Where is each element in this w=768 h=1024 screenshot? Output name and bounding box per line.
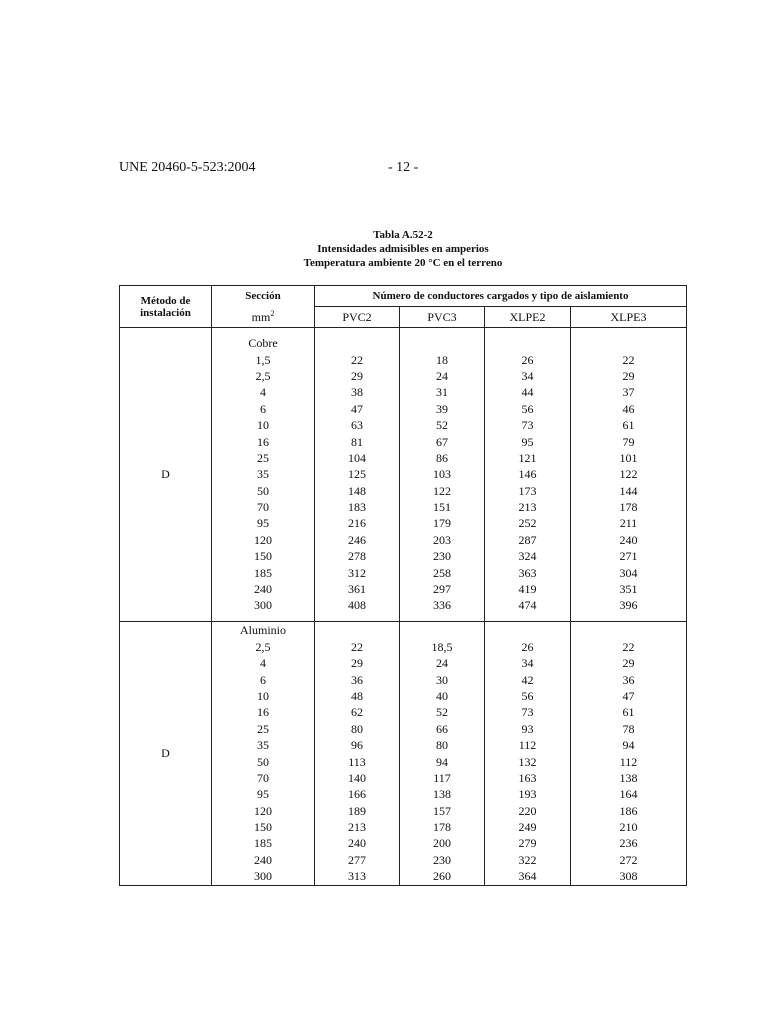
table-cell: 125 xyxy=(348,467,366,482)
table-cell: 203 xyxy=(433,532,451,547)
header-type-pvc2: PVC2 xyxy=(315,307,400,328)
table-cell: 287 xyxy=(518,532,537,547)
table-cell: 312 xyxy=(348,565,366,580)
table-cell: 120 xyxy=(254,532,272,547)
table-cell: 146 xyxy=(518,467,537,482)
table-cell: 300 xyxy=(254,869,272,884)
table-cell: 148 xyxy=(348,483,366,498)
table-cell: 278 xyxy=(348,549,366,564)
unit-text: mm xyxy=(251,309,271,324)
table-cell: 10 xyxy=(257,688,269,703)
table-cell: 56 xyxy=(521,688,534,703)
table-condition: Temperatura ambiente 20 °C en el terreno xyxy=(303,257,503,269)
table-cell: 24 xyxy=(436,368,448,383)
table-cell: 164 xyxy=(619,787,638,802)
table-cell: 56 xyxy=(521,401,534,416)
table-cell: 94 xyxy=(622,738,635,753)
table-cell: 25 xyxy=(257,721,269,736)
table-cell: 78 xyxy=(622,721,635,736)
table-cell: 86 xyxy=(436,450,448,465)
table-cell: 31 xyxy=(436,385,448,400)
table-cell: 122 xyxy=(619,467,638,482)
table-cell: 4 xyxy=(260,385,266,400)
table-cell: 50 xyxy=(257,754,269,769)
table-cell: 26 xyxy=(521,639,534,654)
header-type-xlpe2: XLPE2 xyxy=(485,307,571,328)
table-cell: 252 xyxy=(518,516,537,531)
table-cell: 34 xyxy=(521,656,534,671)
table-cell: 22 xyxy=(351,352,363,367)
table-cell: 93 xyxy=(521,721,534,736)
xlpe3-list xyxy=(571,622,687,886)
table-cell: 185 xyxy=(254,565,272,580)
table-cell: 200 xyxy=(433,836,451,851)
table-cell: 61 xyxy=(622,705,635,720)
table-cell: 216 xyxy=(348,516,366,531)
table-cell: 300 xyxy=(254,598,272,613)
table-cell: 73 xyxy=(521,418,534,433)
table-cell: 279 xyxy=(518,836,537,851)
table-cell: 240 xyxy=(254,582,272,597)
table-cell: 474 xyxy=(518,598,537,613)
table-cell: 113 xyxy=(348,754,366,769)
table-cell: 63 xyxy=(351,418,363,433)
table-cell: 10 xyxy=(257,418,269,433)
table-cell: 18 xyxy=(436,352,448,367)
table-cell: 26 xyxy=(521,352,534,367)
table-cell: 336 xyxy=(433,598,451,613)
table-cell: 246 xyxy=(348,532,366,547)
table-cell: 144 xyxy=(619,483,638,498)
table-cell: 4 xyxy=(260,656,266,671)
table-cell: 50 xyxy=(257,483,269,498)
page-number: - 12 - xyxy=(388,160,419,175)
table-cell: 2,5 xyxy=(255,368,271,383)
table-cell: 313 xyxy=(348,869,366,884)
table-cell: 70 xyxy=(257,500,269,515)
table-cell: 351 xyxy=(619,582,638,597)
table-cell: 117 xyxy=(433,770,451,785)
pvc3-list xyxy=(400,328,485,622)
table-cell: 419 xyxy=(518,582,537,597)
table-cell: 16 xyxy=(257,705,269,720)
table-cell: 249 xyxy=(518,820,537,835)
table-cell: 132 xyxy=(518,754,537,769)
table-cell: 22 xyxy=(622,352,635,367)
table-cell: 52 xyxy=(436,705,448,720)
header-section-unit xyxy=(212,307,315,328)
table-cell: 178 xyxy=(619,500,638,515)
section-list xyxy=(212,622,315,886)
header-type-pvc3: PVC3 xyxy=(400,307,485,328)
table-cell: 396 xyxy=(619,598,638,613)
table-cell: 38 xyxy=(351,385,363,400)
table-cell: 95 xyxy=(257,787,269,802)
table-cell: 297 xyxy=(433,582,451,597)
table-cell: 29 xyxy=(351,368,363,383)
table-cell: 173 xyxy=(518,483,537,498)
block-aluminium xyxy=(120,622,687,886)
table-cell: 211 xyxy=(619,516,638,531)
table-cell: 277 xyxy=(348,852,366,867)
table-cell: 408 xyxy=(348,598,366,613)
table-cell: 230 xyxy=(433,852,451,867)
table-cell: 138 xyxy=(433,787,451,802)
table-cell: 189 xyxy=(348,803,366,818)
ampacity-table xyxy=(119,285,687,886)
table-cell: 308 xyxy=(619,869,638,884)
table-cell: 80 xyxy=(351,721,363,736)
table-cell: 16 xyxy=(257,434,269,449)
table-cell: 95 xyxy=(521,434,534,449)
header-group: Número de conductores cargados y tipo de aislamiento xyxy=(315,286,687,307)
method-cell: D xyxy=(120,328,212,622)
header-section: Sección xyxy=(212,286,315,307)
table-cell: 81 xyxy=(351,434,363,449)
table-cell: 183 xyxy=(348,500,366,515)
table-cell: 2,5 xyxy=(255,639,271,654)
pvc2-list xyxy=(315,328,400,622)
table-cell: 79 xyxy=(622,434,635,449)
table-cell: 157 xyxy=(433,803,451,818)
table-cell: 271 xyxy=(619,549,638,564)
table-cell: 240 xyxy=(619,532,638,547)
xlpe2-list xyxy=(485,328,571,622)
table-cell: 121 xyxy=(518,450,537,465)
table-cell: 80 xyxy=(436,738,448,753)
unit-exponent: 2 xyxy=(270,308,275,318)
table-cell: 163 xyxy=(518,770,537,785)
table-cell: 185 xyxy=(254,836,272,851)
table-cell: 240 xyxy=(254,852,272,867)
xlpe2-list xyxy=(485,622,571,886)
pvc3-list xyxy=(400,622,485,886)
table-cell: 193 xyxy=(518,787,537,802)
table-cell: 22 xyxy=(351,639,363,654)
table-cell: 67 xyxy=(436,434,448,449)
table-cell: 34 xyxy=(521,368,534,383)
table-cell: 62 xyxy=(351,705,363,720)
table-cell: 104 xyxy=(348,450,366,465)
table-cell: 324 xyxy=(518,549,537,564)
material-label: Aluminio xyxy=(239,623,286,638)
table-cell: 70 xyxy=(257,770,269,785)
table-cell: 96 xyxy=(351,738,363,753)
table-cell: 230 xyxy=(433,549,451,564)
table-cell: 36 xyxy=(351,672,363,687)
method-cell: D xyxy=(120,622,212,886)
table-cell: 42 xyxy=(521,672,534,687)
table-cell: 322 xyxy=(518,852,537,867)
table-cell: 35 xyxy=(257,467,269,482)
table-cell: 361 xyxy=(348,582,366,597)
table-cell: 179 xyxy=(433,516,451,531)
table-cell: 18,5 xyxy=(431,639,453,654)
table-cell: 29 xyxy=(622,368,635,383)
table-cell: 364 xyxy=(518,869,537,884)
table-cell: 52 xyxy=(436,418,448,433)
table-cell: 240 xyxy=(348,836,366,851)
table-cell: 272 xyxy=(619,852,638,867)
table-cell: 94 xyxy=(436,754,448,769)
table-cell: 25 xyxy=(257,450,269,465)
table-cell: 213 xyxy=(348,820,366,835)
table-cell: 122 xyxy=(433,483,451,498)
section-list xyxy=(212,328,315,622)
table-cell: 22 xyxy=(622,639,635,654)
block-copper xyxy=(120,328,687,622)
table-cell: 138 xyxy=(619,770,638,785)
table-cell: 236 xyxy=(619,836,638,851)
table-cell: 186 xyxy=(619,803,638,818)
table-cell: 6 xyxy=(260,401,266,416)
table-cell: 95 xyxy=(257,516,269,531)
table-cell: 150 xyxy=(254,549,272,564)
table-cell: 29 xyxy=(351,656,363,671)
table-cell: 29 xyxy=(622,656,635,671)
table-cell: 220 xyxy=(518,803,537,818)
table-cell: 47 xyxy=(351,401,363,416)
material-label: Cobre xyxy=(248,336,278,351)
table-subtitle: Intensidades admisibles en amperios xyxy=(317,243,489,255)
table-cell: 258 xyxy=(433,565,451,580)
table-cell: 37 xyxy=(622,385,635,400)
xlpe3-list xyxy=(571,328,687,622)
table-cell: 35 xyxy=(257,738,269,753)
table-cell: 120 xyxy=(254,803,272,818)
table-cell: 304 xyxy=(619,565,638,580)
document-id: UNE 20460-5-523:2004 xyxy=(119,160,256,175)
table-cell: 44 xyxy=(521,385,534,400)
table-cell: 101 xyxy=(619,450,638,465)
table-cell: 112 xyxy=(518,738,537,753)
table-cell: 166 xyxy=(348,787,366,802)
table-cell: 39 xyxy=(436,401,448,416)
table-cell: 61 xyxy=(622,418,635,433)
header-type-xlpe3: XLPE3 xyxy=(571,307,687,328)
table-cell: 140 xyxy=(348,770,366,785)
table-cell: 210 xyxy=(619,820,638,835)
table-cell: 112 xyxy=(619,754,638,769)
table-cell: 66 xyxy=(436,721,448,736)
table-cell: 48 xyxy=(351,688,363,703)
table-caption xyxy=(0,228,768,270)
table-cell: 260 xyxy=(433,869,451,884)
table-cell: 46 xyxy=(622,401,635,416)
table-cell: 40 xyxy=(436,688,448,703)
table-cell: 1,5 xyxy=(255,352,271,367)
table-cell: 24 xyxy=(436,656,448,671)
table-cell: 36 xyxy=(622,672,635,687)
table-cell: 30 xyxy=(436,672,448,687)
pvc2-list xyxy=(315,622,400,886)
table-cell: 150 xyxy=(254,820,272,835)
table-cell: 178 xyxy=(433,820,451,835)
table-title: Tabla A.52-2 xyxy=(373,229,433,241)
table-cell: 363 xyxy=(518,565,537,580)
table-cell: 213 xyxy=(518,500,537,515)
table-cell: 151 xyxy=(433,500,451,515)
table-cell: 103 xyxy=(433,467,451,482)
header-method: Método de instalación xyxy=(120,286,212,328)
table-cell: 47 xyxy=(622,688,635,703)
table-cell: 6 xyxy=(260,672,266,687)
table-cell: 73 xyxy=(521,705,534,720)
